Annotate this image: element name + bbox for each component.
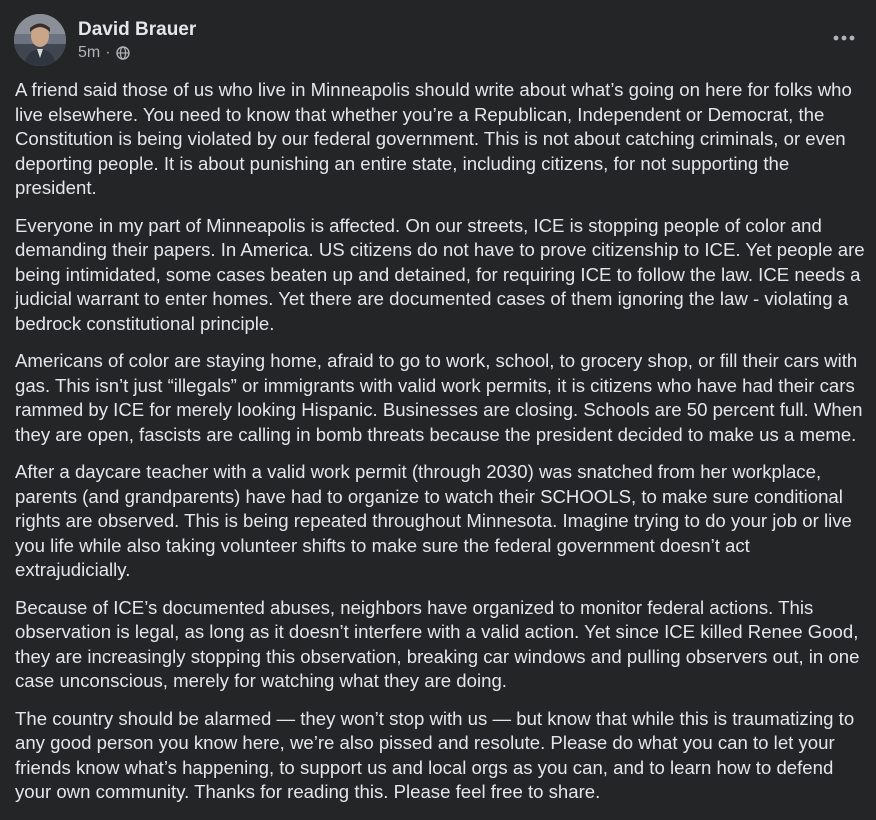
user-photo-icon — [14, 14, 66, 66]
more-options-button[interactable] — [826, 24, 862, 52]
post-paragraph: The country should be alarmed — they won’t stop with us — but know that while this is traumatizing to any good person you know here, we’re also pissed and resolute. Please do what you can to let your friends know what’s happening, to support us and local orgs as you can, and to learn how to defend your own community. Thanks for reading this. Please feel free to share. — [15, 707, 855, 802]
more-horizontal-icon — [833, 35, 855, 41]
author-block — [78, 18, 196, 63]
meta-separator: · — [105, 43, 111, 61]
post-paragraph: A friend said those of us who live in Minneapolis should write about what’s going on here for folks who live elsewhere. You need to know that whether you’re a Republican, Independent or Democrat, the Constitution is being violated by our federal government. This is not about catching criminals, or even deporting people. It is about punishing an entire state, including citizens, for not supporting the president. — [15, 79, 852, 198]
post-paragraph: Because of ICE’s documented abuses, neighbors have organized to monitor federal actions. This observation is legal, as long as it doesn’t interfere with a valid action. Yet since ICE killed Renee Good, they are increasingly stopping this observation, breaking car windows and pulling observers out, in one case unconscious, merely for watching what they are doing. — [15, 596, 860, 691]
post-body — [15, 78, 867, 818]
post-meta — [78, 43, 196, 63]
post-paragraph: After a daycare teacher with a valid work permit (through 2030) was snatched from her workplace, parents (and grandparents) have had to organize to watch their SCHOOLS, to make sure conditional rights are observed. This is being repeated throughout Minnesota. Imagine trying to do your job or live you life while also taking volunteer shifts to make sure the federal government doesn’t act extrajudicially. — [15, 461, 852, 580]
author-name[interactable]: David Brauer — [78, 18, 197, 40]
post-timestamp[interactable]: 5m — [78, 43, 101, 61]
globe-icon[interactable] — [116, 46, 130, 60]
post-header — [14, 14, 196, 66]
post-paragraph: Everyone in my part of Minneapolis is affected. On our streets, ICE is stopping people of color and demanding their papers. In America. US citizens do not have to prove citizenship to ICE. Yet people are being intimidated, some cases beaten up and detained, for requiring ICE to follow the law. ICE needs a judicial warrant to enter homes. Yet there are documented cases of them ignoring the law - violating a bedrock constitutional principle. — [15, 214, 865, 334]
post-paragraph: Americans of color are staying home, afraid to go to work, school, to grocery shop, or fill their cars with gas. This isn’t just “illegals” or immigrants with valid work permits, it is citizens who have had their cars rammed by ICE for merely looking Hispanic. Businesses are closing. Schools are 50 percent full. When they are open, fascists are calling in bomb threats because the president decided to make us a meme. — [15, 350, 863, 445]
avatar[interactable] — [14, 14, 66, 66]
